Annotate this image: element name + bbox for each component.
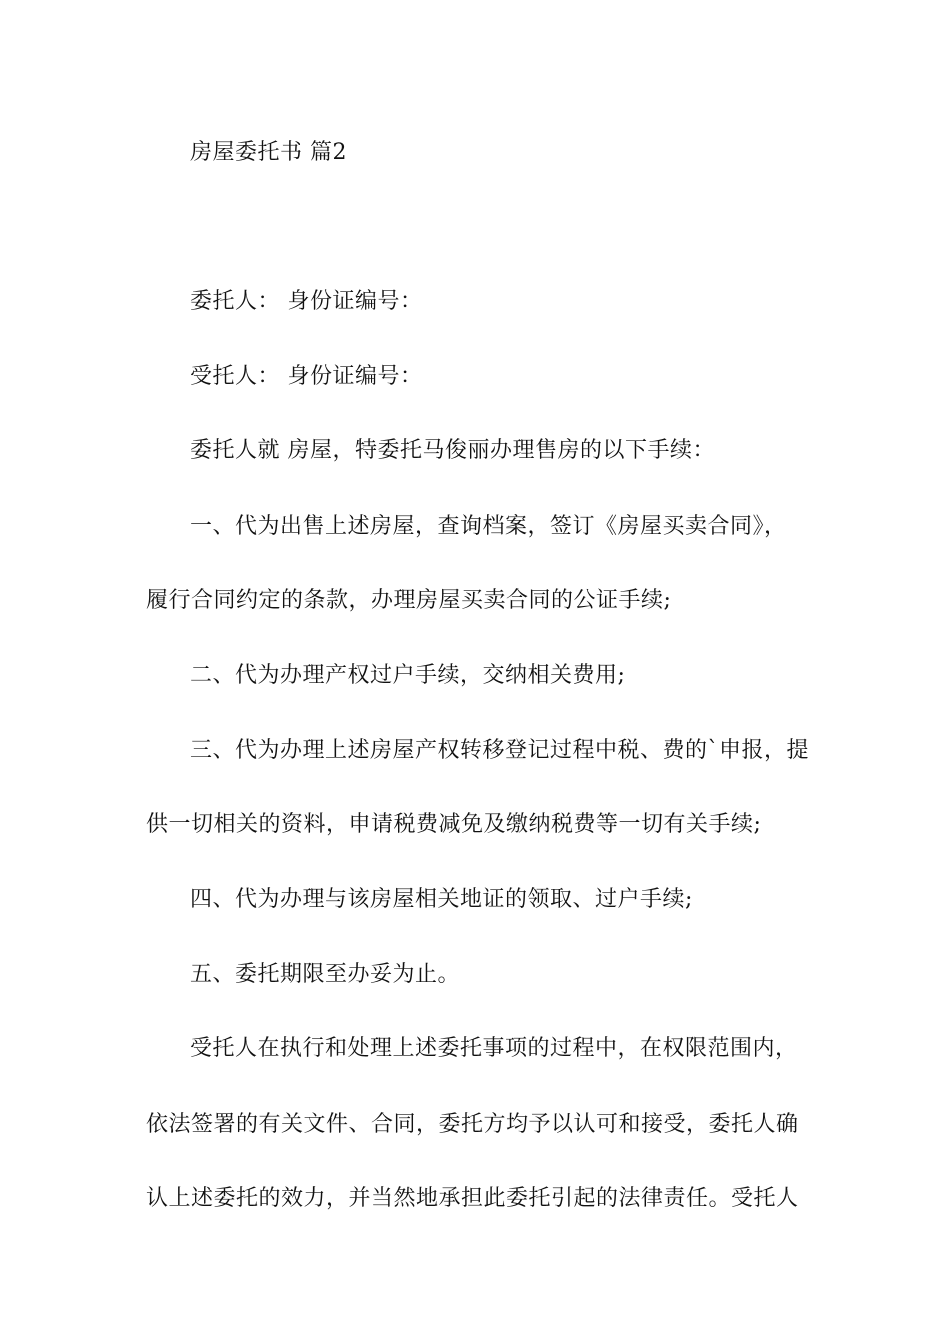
paragraph-line: 五、委托期限至办妥为止。 [190,962,461,987]
paragraph-line: 依法签署的有关文件、合同，委托方均予以认可和接受，委托人确 [146,1112,799,1137]
paragraph-line: 委托人就 房屋，特委托马俊丽办理售房的以下手续： [190,438,715,463]
paragraph-line: 四、代为办理与该房屋相关地证的领取、过户手续; [190,887,693,912]
paragraph-line: 履行合同约定的条款，办理房屋买卖合同的公证手续; [146,588,672,613]
paragraph-line: 一、代为出售上述房屋，查询档案，签订《房屋买卖合同》， [190,514,787,539]
paragraph-line: 认上述委托的效力，并当然地承担此委托引起的法律责任。受托人 [146,1186,799,1211]
paragraph-line: 供一切相关的资料，申请税费减免及缴纳税费等一切有关手续; [146,812,762,837]
document-heading: 房屋委托书 篇2 [190,140,347,165]
principal-line: 委托人： 身份证编号： [190,289,423,314]
paragraph-line: 二、代为办理产权过户手续，交纳相关费用; [190,663,626,688]
paragraph-line: 三、代为办理上述房屋产权转移登记过程中税、费的`申报，提 [190,738,810,763]
paragraph-line: 受托人在执行和处理上述委托事项的过程中，在权限范围内， [190,1036,798,1061]
agent-line: 受托人： 身份证编号： [190,364,423,389]
